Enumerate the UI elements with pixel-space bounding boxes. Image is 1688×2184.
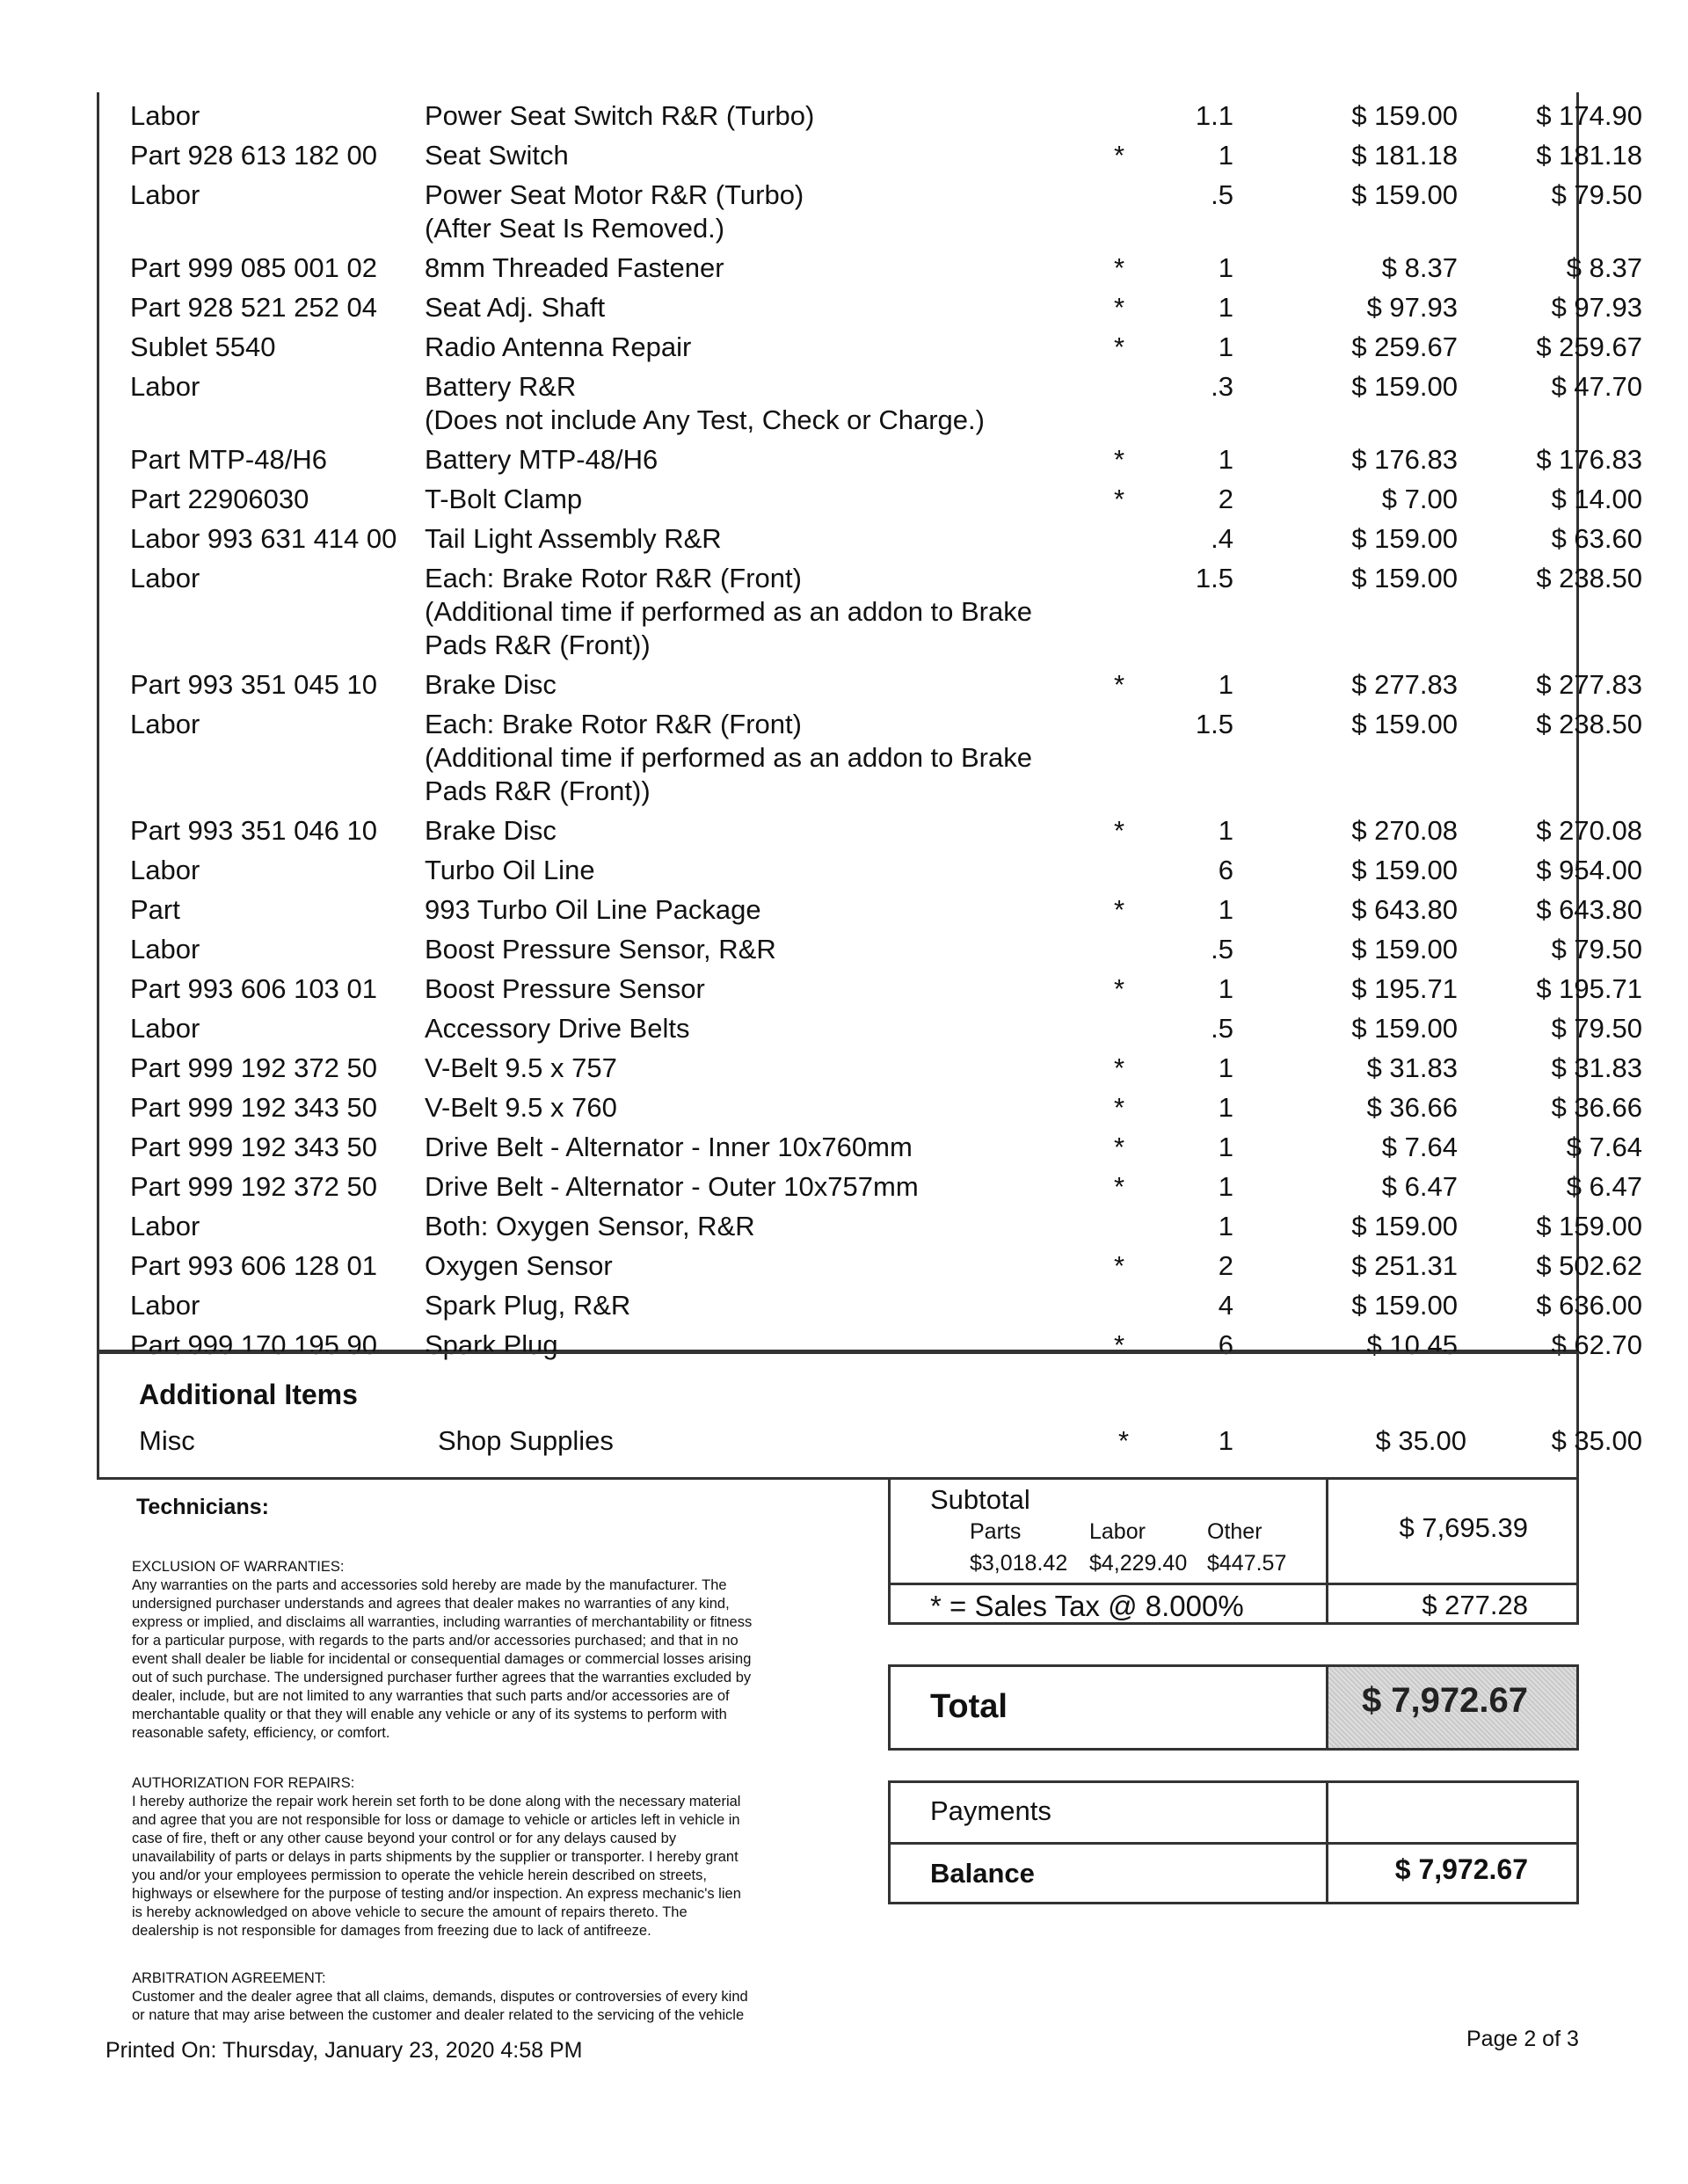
item-description [425,1289,1058,1322]
item-qty: 1 [1218,1211,1233,1241]
item-description-line: Spark Plug [425,1329,558,1360]
legal-line: dealer, include, but are not limited to any warranties that such parts and/or accessories are of [132,1688,730,1704]
item-total: $ 176.83 [1536,444,1642,475]
item-total: $ 277.83 [1536,669,1642,700]
item-description-line: Pads R&R (Front)) [425,775,651,806]
item-type: Part 928 613 182 00 [130,140,377,171]
item-total: $ 97.93 [1551,292,1642,323]
item-qty: 1 [1218,252,1233,283]
item-qty: 1 [1218,140,1233,171]
item-description-line: Pads R&R (Front)) [425,630,651,660]
item-description [425,562,1058,662]
item-type: Part 999 192 343 50 [130,1132,377,1162]
legal-line: merchantable quality or that they will enable any vehicle or any of its systems to perform with [132,1707,727,1722]
labor-label: Labor [1089,1519,1146,1544]
item-description-line: (Additional time if performed as an addon to Brake [425,596,1032,627]
item-price: $ 7.00 [1381,484,1458,514]
item-price: $ 643.80 [1351,894,1458,925]
subtotal-label: Subtotal [930,1484,1030,1515]
item-description [425,178,1058,245]
item-description-line: Seat Adj. Shaft [425,292,606,323]
item-type: Part 999 192 372 50 [130,1171,377,1202]
item-description-line: Power Seat Motor R&R (Turbo) [425,179,804,210]
parts-value: $3,018.42 [970,1551,1068,1576]
balance-value: $ 7,972.67 [1394,1853,1528,1885]
item-description [425,1012,1058,1045]
item-description [425,99,1058,133]
item-qty: .4 [1211,523,1233,554]
item-total: $ 259.67 [1536,331,1642,362]
item-type: Labor [130,179,200,210]
legal-line: I hereby authorize the repair work herein set forth to be done along with the necessary material [132,1794,741,1809]
item-total: $ 63.60 [1551,523,1642,554]
item-price: $ 6.47 [1381,1171,1458,1202]
item-type: Labor [130,563,200,593]
exclusion-text [132,1576,853,1743]
item-description-line: Oxygen Sensor [425,1250,613,1281]
item-description-line: Boost Pressure Sensor [425,973,705,1004]
item-description [425,1249,1058,1283]
item-price: $ 35.00 [1375,1425,1466,1456]
item-description [425,331,1058,364]
item-description-line: V-Belt 9.5 x 760 [425,1092,617,1123]
item-qty: 6 [1218,1329,1233,1360]
item-qty: 1 [1218,1132,1233,1162]
item-price: $ 159.00 [1351,563,1458,593]
item-type: Part 993 606 128 01 [130,1250,377,1281]
sales-tax-label: * = Sales Tax @ 8.000% [930,1590,1244,1622]
item-description-line: Each: Brake Rotor R&R (Front) [425,563,802,593]
item-type: Part 999 192 372 50 [130,1052,377,1083]
additional-items-section [97,1351,1642,1480]
legal-line: express or implied, and disclaims all warranties, including warranties of merchantability or fitness [132,1614,753,1630]
additional-items-title: Additional Items [139,1379,358,1410]
total-value: $ 7,972.67 [1361,1681,1528,1720]
item-description-line: Brake Disc [425,815,557,846]
item-description-line: Turbo Oil Line [425,855,595,885]
taxable-marker: * [1113,292,1125,323]
item-price: $ 7.64 [1381,1132,1458,1162]
legal-line: event shall dealer be liable for incidental or consequential damages or commercial losses arising [132,1651,752,1667]
taxable-marker: * [1113,1052,1125,1083]
parts-label: Parts [970,1519,1022,1544]
total-box [888,1664,1579,1751]
payments-box [888,1780,1579,1904]
item-description-line: Drive Belt - Alternator - Inner 10x760mm [425,1132,913,1162]
item-description-line: Power Seat Switch R&R (Turbo) [425,100,815,131]
printed-on: Printed On: Thursday, January 23, 2020 4:58 PM [106,2038,583,2063]
item-description-line: Brake Disc [425,669,557,700]
item-total: $ 195.71 [1536,973,1642,1004]
item-description [425,854,1058,887]
item-description: Shop Supplies [438,1425,614,1456]
legal-line: you and/or your employees permission to operate the vehicle herein described on streets, [132,1867,707,1883]
item-type: Part 999 170 195 90 [130,1329,377,1360]
item-qty: 1 [1218,1092,1233,1123]
item-type: Part 993 351 046 10 [130,815,377,846]
item-qty: 1 [1218,1171,1233,1202]
taxable-marker: * [1113,894,1125,925]
item-type: Sublet 5540 [130,331,276,362]
item-price: $ 181.18 [1351,140,1458,171]
item-price: $ 159.00 [1351,523,1458,554]
technicians-label: Technicians: [136,1495,269,1519]
line-items-table [97,92,1642,1360]
item-description [425,1131,1058,1164]
item-price: $ 195.71 [1351,973,1458,1004]
item-description [425,291,1058,324]
item-description-line: Radio Antenna Repair [425,331,692,362]
item-description-line: (After Seat Is Removed.) [425,213,725,244]
other-label: Other [1207,1519,1262,1544]
item-description-line: Boost Pressure Sensor, R&R [425,934,776,965]
item-qty: 1 [1218,444,1233,475]
item-type: Misc [139,1425,195,1456]
legal-line: highways or elsewhere for the purpose of testing and/or inspection. An express mechanic's lien [132,1886,741,1902]
item-description-line: Battery R&R [425,371,577,402]
item-total: $ 62.70 [1551,1329,1642,1360]
item-qty: .5 [1211,934,1233,965]
item-description [425,814,1058,848]
taxable-marker: * [1113,331,1125,362]
item-type: Labor [130,709,200,739]
item-type: Part 993 351 045 10 [130,669,377,700]
legal-line: case of fire, theft or any other cause beyond your control or for any delays caused by [132,1831,677,1846]
item-type: Part 999 085 001 02 [130,252,377,283]
item-price: $ 159.00 [1351,179,1458,210]
item-description-line: (Additional time if performed as an addon to Brake [425,742,1032,773]
item-description-line: 993 Turbo Oil Line Package [425,894,761,925]
item-description-line: 8mm Threaded Fastener [425,252,724,283]
item-qty: 1 [1218,1425,1233,1456]
balance-label: Balance [930,1858,1035,1889]
payments-label: Payments [930,1795,1051,1826]
item-qty: 1.1 [1195,100,1233,131]
item-type: Labor [130,100,200,131]
item-description-line: Accessory Drive Belts [425,1013,690,1044]
taxable-marker: * [1113,669,1125,700]
item-price: $ 10.45 [1366,1329,1458,1360]
item-description [425,668,1058,702]
item-price: $ 251.31 [1351,1250,1458,1281]
item-qty: .5 [1211,1013,1233,1044]
item-description [425,370,1058,437]
item-description-line: Spark Plug, R&R [425,1290,631,1321]
item-total: $ 636.00 [1536,1290,1642,1321]
item-description [425,893,1058,927]
arbitration-text [132,1988,853,2025]
arbitration-title: ARBITRATION AGREEMENT: [132,1970,326,1986]
item-description-line: V-Belt 9.5 x 757 [425,1052,617,1083]
taxable-marker: * [1113,1092,1125,1123]
item-price: $ 159.00 [1351,855,1458,885]
item-description-line: Tail Light Assembly R&R [425,523,722,554]
item-price: $ 159.00 [1351,371,1458,402]
item-description [425,443,1058,477]
item-description [425,1170,1058,1204]
item-qty: 1.5 [1195,709,1233,739]
item-description [425,972,1058,1006]
taxable-marker: * [1113,1132,1125,1162]
legal-line: Any warranties on the parts and accessories sold hereby are made by the manufacturer. The [132,1577,727,1593]
taxable-marker: * [1113,1250,1125,1281]
item-total: $ 79.50 [1551,1013,1642,1044]
taxable-marker: * [1113,1329,1125,1360]
item-type: Labor [130,1290,200,1321]
item-description-line: Seat Switch [425,140,569,171]
item-type: Labor [130,855,200,885]
item-qty: 1 [1218,815,1233,846]
item-total: $ 643.80 [1536,894,1642,925]
taxable-marker: * [1113,815,1125,846]
item-price: $ 270.08 [1351,815,1458,846]
page-number: Page 2 of 3 [1466,2027,1579,2051]
legal-line: dealership is not responsible for damages from freezing due to lack of antifreeze. [132,1923,651,1939]
item-qty: 2 [1218,484,1233,514]
item-total: $ 35.00 [1551,1425,1642,1456]
taxable-marker: * [1117,1425,1130,1456]
item-price: $ 159.00 [1351,1211,1458,1241]
item-qty: 6 [1218,855,1233,885]
item-qty: 1 [1218,669,1233,700]
item-total: $ 174.90 [1536,100,1642,131]
item-qty: 1.5 [1195,563,1233,593]
item-price: $ 31.83 [1366,1052,1458,1083]
item-description [425,1210,1058,1243]
item-price: $ 97.93 [1366,292,1458,323]
sales-tax-value: $ 277.28 [1422,1590,1528,1620]
item-total: $ 6.47 [1566,1171,1642,1202]
item-description [425,251,1058,285]
item-description [425,139,1058,172]
item-price: $ 8.37 [1381,252,1458,283]
other-value: $447.57 [1207,1551,1287,1576]
item-total: $ 36.66 [1551,1092,1642,1123]
item-price: $ 159.00 [1351,1290,1458,1321]
item-type: Labor [130,934,200,965]
total-label: Total [930,1688,1008,1725]
item-type: Part MTP-48/H6 [130,444,327,475]
legal-line: and agree that you are not responsible for loss or damage to vehicle or articles left in vehicle in [132,1812,740,1828]
item-description-line: T-Bolt Clamp [425,484,583,514]
item-total: $ 238.50 [1536,709,1642,739]
item-total: $ 270.08 [1536,815,1642,846]
item-qty: 4 [1218,1290,1233,1321]
item-price: $ 176.83 [1351,444,1458,475]
item-total: $ 79.50 [1551,179,1642,210]
authorization-title: AUTHORIZATION FOR REPAIRS: [132,1775,355,1791]
item-total: $ 47.70 [1551,371,1642,402]
item-price: $ 159.00 [1351,934,1458,965]
exclusion-title: EXCLUSION OF WARRANTIES: [132,1559,345,1575]
item-type: Labor 993 631 414 00 [130,523,397,554]
item-total: $ 7.64 [1566,1132,1642,1162]
taxable-marker: * [1113,252,1125,283]
item-price: $ 159.00 [1351,1013,1458,1044]
legal-line: for a particular purpose, with regards to the parts and/or accessories purchased; and that in no [132,1633,738,1649]
taxable-marker: * [1113,973,1125,1004]
item-price: $ 159.00 [1351,100,1458,131]
item-qty: 1 [1218,331,1233,362]
item-description [425,708,1058,808]
taxable-marker: * [1113,484,1125,514]
item-description [425,1091,1058,1125]
taxable-marker: * [1113,140,1125,171]
item-total: $ 238.50 [1536,563,1642,593]
item-description-line: Drive Belt - Alternator - Outer 10x757mm [425,1171,919,1202]
item-total: $ 31.83 [1551,1052,1642,1083]
item-qty: 1 [1218,1052,1233,1083]
item-qty: 1 [1218,292,1233,323]
item-type: Labor [130,1013,200,1044]
item-description [425,483,1058,516]
item-type: Part 22906030 [130,484,309,514]
item-description [425,522,1058,556]
arbitration-agreement [132,1969,853,2025]
item-total: $ 954.00 [1536,855,1642,885]
legal-line: or nature that may arise between the customer and dealer related to the servicing of the vehicle [132,2007,745,2023]
item-type: Labor [130,1211,200,1241]
item-price: $ 36.66 [1366,1092,1458,1123]
legal-line: unavailability of parts or delays in parts shipments by the supplier or transporter. I hereby grant [132,1849,738,1865]
labor-value: $4,229.40 [1089,1551,1188,1576]
item-description [425,933,1058,966]
item-total: $ 159.00 [1536,1211,1642,1241]
subtotal-box [888,1477,1579,1625]
item-type: Part 999 192 343 50 [130,1092,377,1123]
item-qty: .5 [1211,179,1233,210]
item-total: $ 8.37 [1566,252,1642,283]
taxable-marker: * [1113,444,1125,475]
legal-line: Customer and the dealer agree that all claims, demands, disputes or controversies of every kind [132,1989,748,2005]
item-type: Labor [130,371,200,402]
item-qty: .3 [1211,371,1233,402]
item-qty: 2 [1218,1250,1233,1281]
item-description-line: Each: Brake Rotor R&R (Front) [425,709,802,739]
authorization-for-repairs [132,1774,853,1940]
item-description-line: (Does not include Any Test, Check or Charge.) [425,404,985,435]
item-type: Part 993 606 103 01 [130,973,377,1004]
item-description-line: Battery MTP-48/H6 [425,444,658,475]
item-price: $ 259.67 [1351,331,1458,362]
subtotal-value: $ 7,695.39 [1399,1512,1528,1543]
item-price: $ 277.83 [1351,669,1458,700]
item-qty: 1 [1218,894,1233,925]
item-type: Part [130,894,180,925]
item-type: Part 928 521 252 04 [130,292,377,323]
item-total: $ 14.00 [1551,484,1642,514]
legal-line: is hereby acknowledged on above vehicle to secure the amount of repairs thereto. The [132,1904,688,1920]
legal-line: out of such purchase. The undersigned purchaser further agrees that the warranties excluded by [132,1670,752,1685]
item-description [425,1052,1058,1085]
item-total: $ 502.62 [1536,1250,1642,1281]
exclusion-of-warranties [132,1558,853,1743]
item-price: $ 159.00 [1351,709,1458,739]
item-qty: 1 [1218,973,1233,1004]
item-total: $ 79.50 [1551,934,1642,965]
item-total: $ 181.18 [1536,140,1642,171]
authorization-text [132,1793,853,1940]
taxable-marker: * [1113,1171,1125,1202]
legal-line: reasonable safety, efficiency, or comfort. [132,1725,390,1741]
item-description-line: Both: Oxygen Sensor, R&R [425,1211,755,1241]
legal-line: undersigned purchaser understands and agrees that dealer makes no warranties of any kind, [132,1596,730,1612]
